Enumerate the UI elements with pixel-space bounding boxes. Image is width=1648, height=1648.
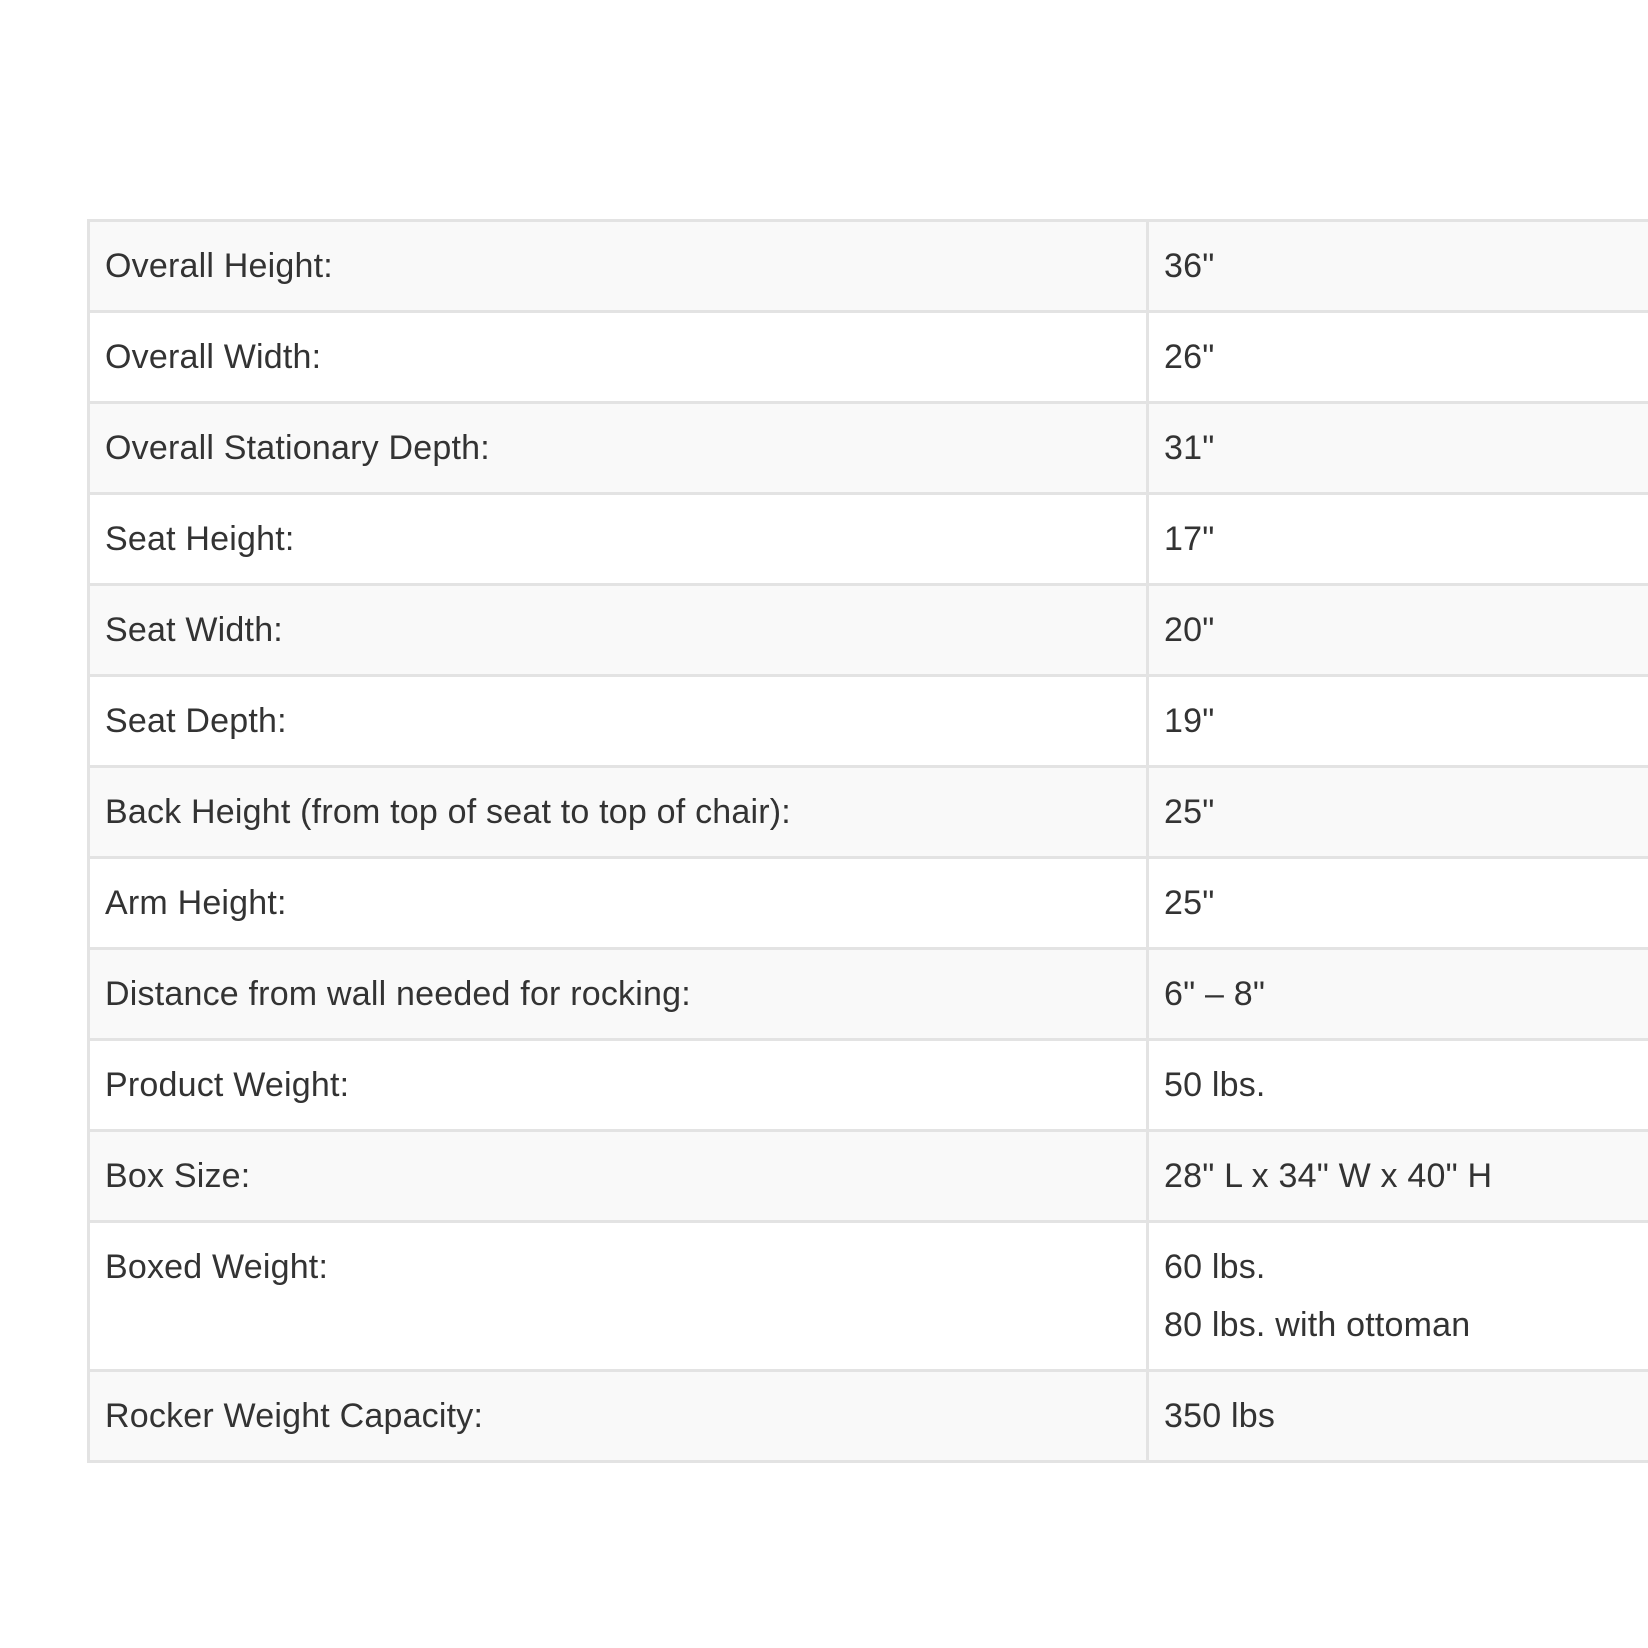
- spec-value: 60 lbs.: [1164, 1248, 1266, 1286]
- spec-label-cell: [89, 767, 1148, 858]
- spec-row: [89, 858, 1648, 949]
- spec-row: [89, 767, 1648, 858]
- spec-label: Rocker Weight Capacity:: [105, 1397, 484, 1435]
- spec-row: [89, 494, 1648, 585]
- spec-label-cell: [89, 494, 1148, 585]
- spec-label: Seat Depth:: [105, 702, 287, 740]
- spec-value: 25": [1164, 884, 1215, 922]
- spec-label-cell: [89, 1131, 1148, 1222]
- spec-value-cell: [1148, 676, 1648, 767]
- spec-value: 17": [1164, 520, 1215, 558]
- spec-label-cell: [89, 403, 1148, 494]
- spec-label: Overall Width:: [105, 338, 322, 376]
- spec-value-cell: [1148, 767, 1648, 858]
- spec-label-cell: [89, 858, 1148, 949]
- spec-value: 20": [1164, 611, 1215, 649]
- spec-value-line-2: 80 lbs. with ottoman: [1164, 1306, 1471, 1344]
- spec-label: Arm Height:: [105, 884, 287, 922]
- spec-table-container: [87, 219, 1648, 1463]
- spec-label: Overall Stationary Depth:: [105, 429, 490, 467]
- spec-value-cell: [1148, 1371, 1648, 1462]
- spec-label: Seat Width:: [105, 611, 283, 649]
- spec-value: 6" – 8": [1164, 975, 1266, 1013]
- spec-value: 25": [1164, 793, 1215, 831]
- spec-row: [89, 949, 1648, 1040]
- product-specifications-table: [87, 219, 1648, 1463]
- spec-label-cell: [89, 1371, 1148, 1462]
- spec-label-cell: [89, 1040, 1148, 1131]
- spec-value: 19": [1164, 702, 1215, 740]
- spec-value: 28" L x 34" W x 40" H: [1164, 1157, 1493, 1195]
- spec-label-cell: [89, 585, 1148, 676]
- spec-value-cell: [1148, 1040, 1648, 1131]
- spec-label-cell: [89, 1222, 1148, 1371]
- spec-row: [89, 1040, 1648, 1131]
- spec-row: [89, 221, 1648, 312]
- spec-row: [89, 1222, 1648, 1371]
- spec-value-cell: [1148, 585, 1648, 676]
- spec-value-cell: [1148, 494, 1648, 585]
- spec-value-cell: [1148, 403, 1648, 494]
- spec-label: Boxed Weight:: [105, 1248, 329, 1286]
- spec-label-cell: [89, 312, 1148, 403]
- spec-value-cell: [1148, 1222, 1648, 1371]
- spec-label: Box Size:: [105, 1157, 251, 1195]
- spec-row: [89, 585, 1648, 676]
- spec-value-cell: [1148, 221, 1648, 312]
- spec-row: [89, 403, 1648, 494]
- spec-value: 31": [1164, 429, 1215, 467]
- spec-value: 50 lbs.: [1164, 1066, 1266, 1104]
- spec-value-cell: [1148, 858, 1648, 949]
- spec-value: 26": [1164, 338, 1215, 376]
- spec-label: Overall Height:: [105, 247, 333, 285]
- spec-label-cell: [89, 949, 1148, 1040]
- spec-value-cell: [1148, 1131, 1648, 1222]
- spec-label-cell: [89, 221, 1148, 312]
- spec-row: [89, 676, 1648, 767]
- spec-value-cell: [1148, 312, 1648, 403]
- spec-row: [89, 312, 1648, 403]
- spec-label-cell: [89, 676, 1148, 767]
- spec-row: [89, 1371, 1648, 1462]
- spec-label: Product Weight:: [105, 1066, 350, 1104]
- spec-value: 36": [1164, 247, 1215, 285]
- spec-value: 350 lbs: [1164, 1397, 1276, 1435]
- spec-row: [89, 1131, 1648, 1222]
- spec-label: Seat Height:: [105, 520, 295, 558]
- spec-label: Back Height (from top of seat to top of chair):: [105, 793, 791, 831]
- spec-label: Distance from wall needed for rocking:: [105, 975, 691, 1013]
- spec-value-cell: [1148, 949, 1648, 1040]
- spec-table-body: [89, 221, 1648, 1462]
